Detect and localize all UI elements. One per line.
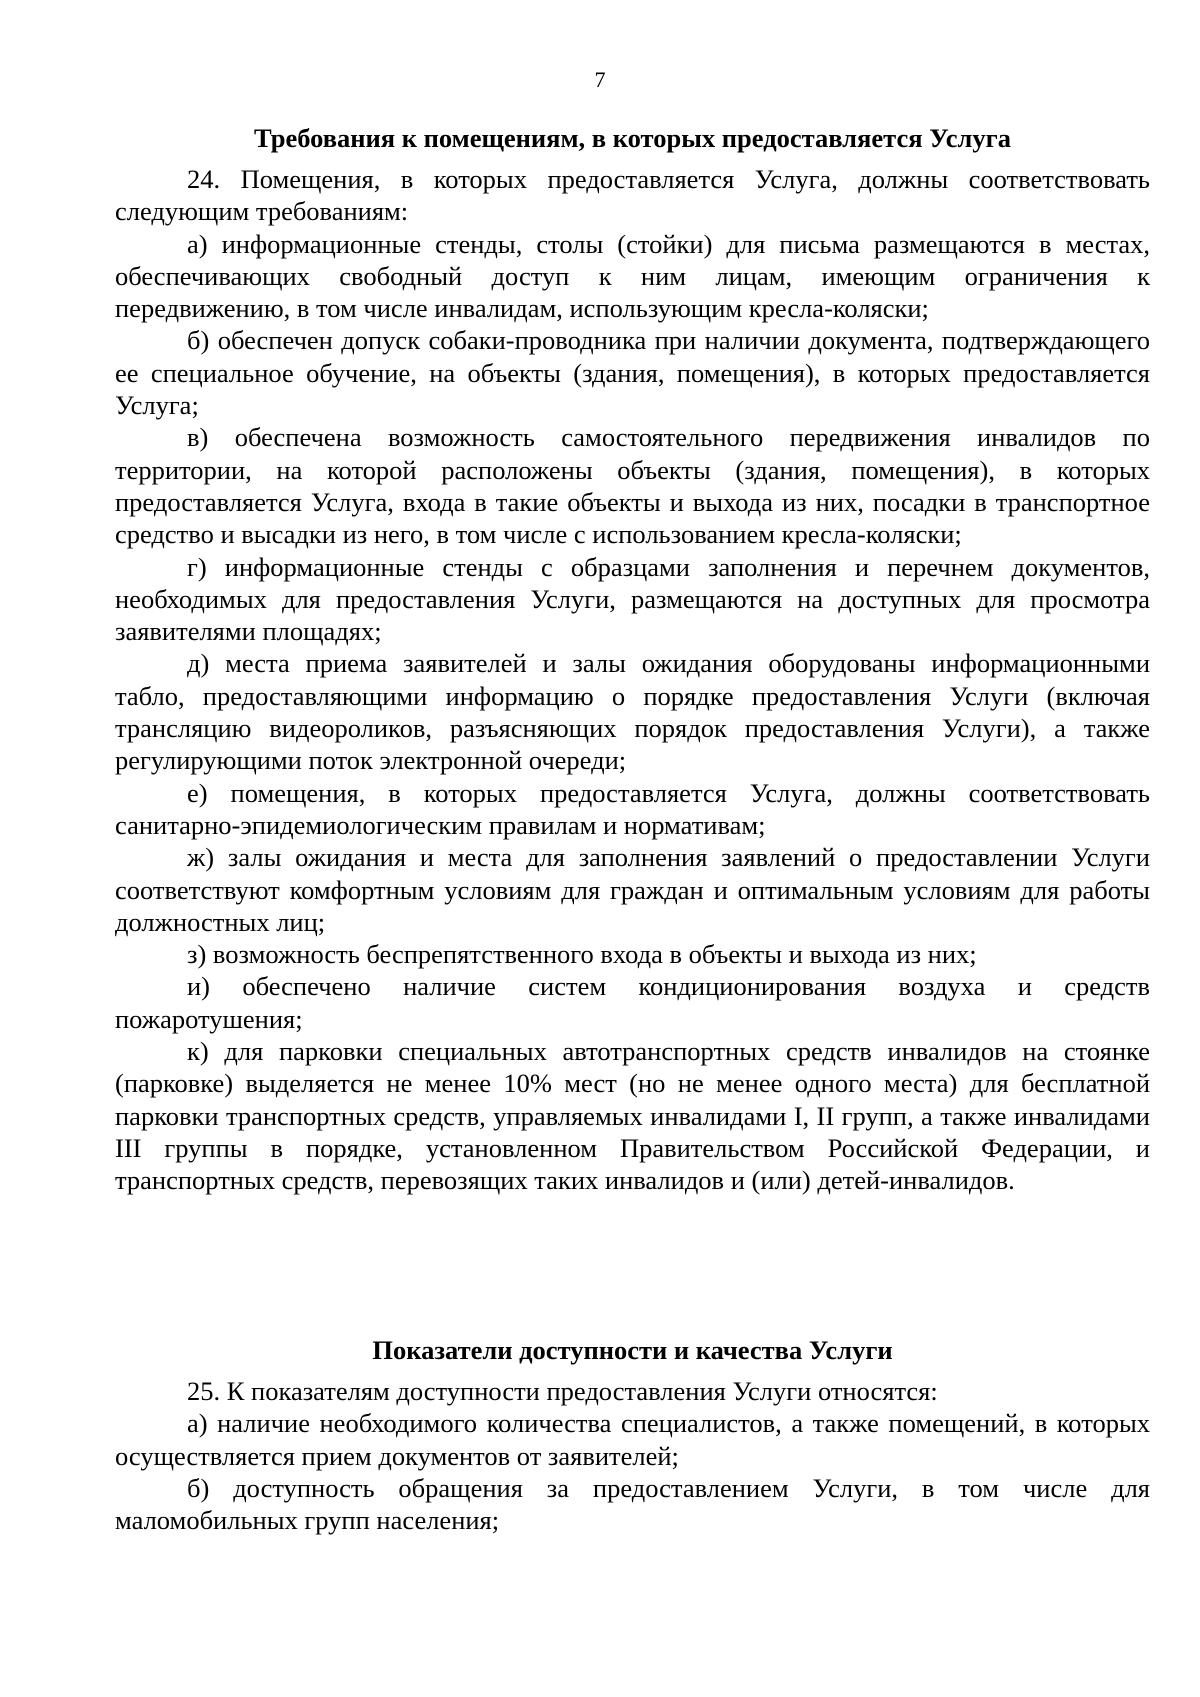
section-body-accessibility: [115, 1375, 1150, 1536]
paragraph-25-a: а) наличие необходимого количества специалистов, а также помещений, в которых осуществляется прием документов от заявителей;: [115, 1408, 1150, 1471]
paragraph-24-v: в) обеспечена возможность самостоятельного передвижения инвалидов по территории, на которой расположены объекты (здания, помещения), в которых предоставляется Услуга, входа в такие объекты и выхода из них, посадки в транспортное средство и высадки из него, в том числе с использованием кресла-коляски;: [115, 422, 1150, 550]
section-body-premises: [115, 163, 1150, 1197]
paragraph-24-a: а) информационные стенды, столы (стойки) для письма размещаются в местах, обеспечивающих свободный доступ к ним лицам, имеющим ограничения к передвижению, в том числе инвалидам, использующим кресла-коляски;: [115, 228, 1150, 324]
section-heading-premises: Требования к помещениям, в которых предоставляется Услуга: [254, 123, 1011, 153]
section-heading-accessibility: Показатели доступности и качества Услуги: [372, 1335, 893, 1365]
paragraph-25-b: б) доступность обращения за предоставлением Услуги, в том числе для маломобильных групп населения;: [115, 1472, 1150, 1536]
paragraph-25: 25. К показателям доступности предоставления Услуги относятся:: [187, 1376, 938, 1406]
paragraph-24-b: б) обеспечен допуск собаки-проводника при наличии документа, подтверждающего ее специальное обучение, на объекты (здания, помещения), в которых предоставляется Услуга;: [115, 325, 1150, 421]
paragraph-24: 24. Помещения, в которых предоставляется Услуга, должны соответствовать следующим требованиям:: [115, 164, 1150, 227]
page-number: 7: [594, 67, 606, 92]
paragraph-24-i: и) обеспечено наличие систем кондиционирования воздуха и средств пожаротушения;: [115, 971, 1150, 1034]
paragraph-24-d: д) места приема заявителей и залы ожидания оборудованы информационными табло, предоставляющими информацию о порядке предоставления Услуги (включая трансляцию видеороликов, разъясняющих порядок предоставления Услуги), а также регулирующими поток электронной очереди;: [115, 648, 1150, 776]
paragraph-24-k: к) для парковки специальных автотранспортных средств инвалидов на стоянке (парковке) выделяется не менее 10% мест (но не менее одного места) для бесплатной парковки транспортных средств, управляемых инвалидами I, II групп, а также инвалидами III группы в порядке, установленном Правительством Российской Федерации, и транспортных средств, перевозящих таких инвалидов и (или) детей-инвалидов.: [115, 1036, 1150, 1196]
paragraph-24-e: е) помещения, в которых предоставляется Услуга, должны соответствовать санитарно-эпидемиологическим правилам и нормативам;: [115, 777, 1150, 840]
paragraph-24-g: г) информационные стенды с образцами заполнения и перечнем документов, необходимых для предоставления Услуги, размещаются на доступных для просмотра заявителями площадях;: [115, 551, 1150, 647]
paragraph-24-z: з) возможность беспрепятственного входа в объекты и выхода из них;: [187, 939, 977, 970]
paragraph-24-zh: ж) залы ожидания и места для заполнения заявлений о предоставлении Услуги соответствуют комфортным условиям для граждан и оптимальным условиям для работы должностных лиц;: [115, 842, 1150, 937]
